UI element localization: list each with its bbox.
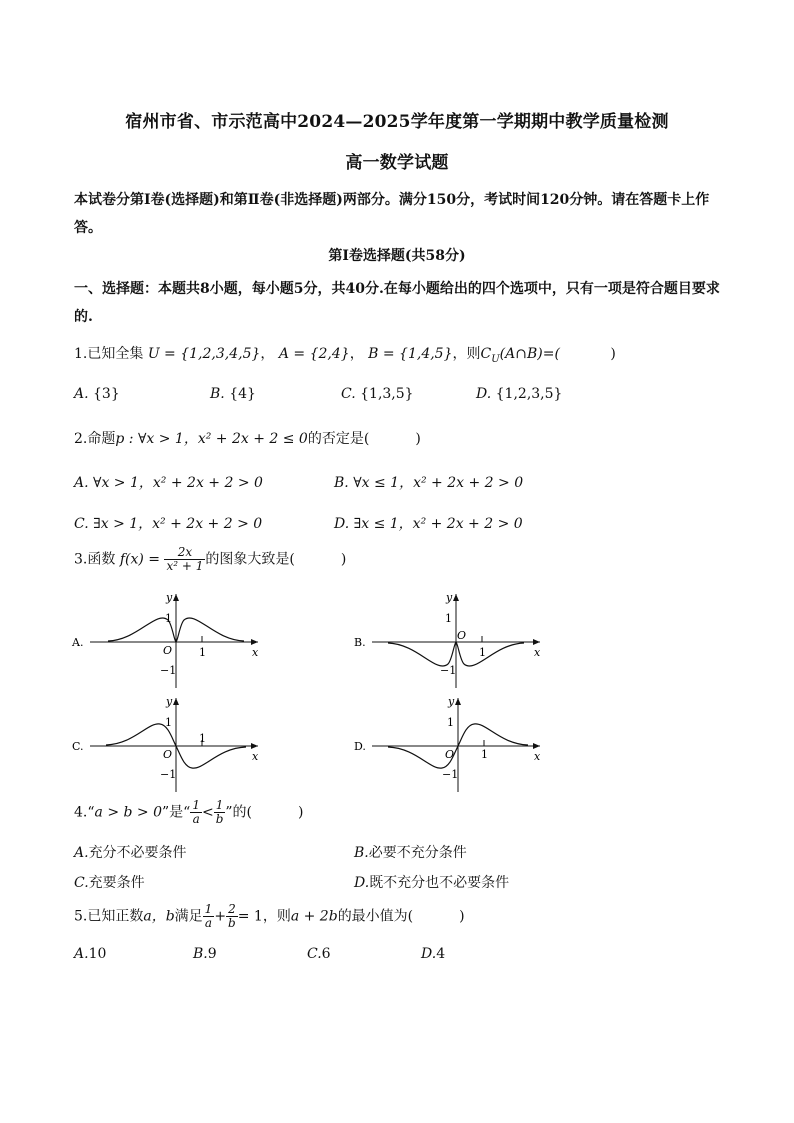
svg-text:O: O	[457, 629, 467, 642]
q1-option-b: B. {4}	[210, 386, 256, 402]
svg-text:y: y	[446, 591, 453, 604]
section-title: 第Ⅰ卷选择题(共58分)	[328, 248, 466, 264]
svg-text:O: O	[445, 748, 455, 761]
q1-complement: C	[480, 346, 492, 362]
q2-proposition: p : ∀x > 1，x² + 2x + 2 ≤ 0	[115, 431, 308, 447]
svg-text:1: 1	[165, 716, 172, 729]
q5-frac-1: $\frac{1}{a}$	[204, 902, 213, 930]
q5-frac-2: $\frac{2}{b}$	[228, 902, 236, 930]
q1-option-d: D. {1,2,3,5}	[476, 386, 563, 402]
q1-paren-close: )	[610, 346, 616, 362]
svg-text:x: x	[252, 646, 259, 659]
q1-expr: (A∩B)=(	[499, 346, 560, 362]
q2-option-b: B. ∀x ≤ 1，x² + 2x + 2 > 0	[334, 475, 524, 491]
svg-text:1: 1	[199, 732, 206, 745]
svg-text:y: y	[448, 695, 455, 708]
svg-text:1: 1	[447, 716, 454, 729]
svg-text:O: O	[163, 748, 173, 761]
q1-set-B: B = {1,4,5}	[368, 346, 453, 362]
svg-text:1: 1	[445, 612, 452, 625]
q4-option-b: B.必要不充分条件	[354, 845, 467, 861]
q5-option-d: D.4	[421, 946, 446, 962]
exam-title: 宿州市省、市示范高中2024—2025学年度第一学期期中教学质量检测	[125, 112, 669, 132]
q4-condition: a > b > 0	[94, 804, 162, 821]
q1-prefix: 1.已知全集	[74, 346, 144, 362]
q5-option-a: A.10	[74, 946, 107, 962]
q1-then: ，则	[452, 346, 481, 362]
svg-text:1: 1	[199, 646, 206, 659]
svg-text:−1: −1	[440, 664, 457, 677]
q5-option-b: B.9	[193, 946, 217, 962]
q5-target: a + 2b	[290, 908, 338, 925]
q5-option-c: C.6	[307, 946, 331, 962]
svg-text:x: x	[252, 750, 259, 763]
exam-intro: 本试卷分第Ⅰ卷(选择题)和第Ⅱ卷(非选择题)两部分。满分150分，考试时间120分钟。请在答题卡上作答。	[74, 192, 710, 236]
question-3-stem: 3.函数 f(x) = $\frac{2x}{\text{x² + 1}}$ 的图象大致是( )	[74, 545, 347, 573]
q1-option-c: C. {1,3,5}	[341, 386, 414, 402]
svg-text:x: x	[534, 646, 541, 659]
part1-instructions: 一、选择题：本题共8小题，每小题5分，共40分.在每小题给出的四个选项中，只有一项是符合题目要求的.	[74, 281, 720, 325]
question-2-stem: 2.命题p : ∀x > 1，x² + 2x + 2 ≤ 0的否定是( )	[74, 431, 421, 447]
svg-text:y: y	[166, 695, 173, 708]
svg-text:y: y	[166, 591, 173, 604]
svg-text:1: 1	[165, 612, 172, 625]
q2-option-c: C. ∃x > 1，x² + 2x + 2 > 0	[74, 516, 263, 532]
q4-option-a: A.充分不必要条件	[74, 845, 187, 861]
q3-graph-c	[68, 694, 268, 794]
q3-graph-a	[68, 590, 268, 690]
q1-set-U: U = {1,2,3,4,5}	[147, 346, 261, 362]
question-5-stem: 5.已知正数a，b满足 $\frac{1}{a}$ + $\frac{2}{b}$ = 1，则a + 2b的最小值为( )	[74, 902, 465, 930]
q1-complement-sub: U	[491, 353, 500, 365]
q2-option-d: D. ∃x ≤ 1，x² + 2x + 2 > 0	[334, 516, 523, 532]
q3-function: f(x) =	[119, 551, 160, 568]
graph-c-label: C.	[72, 740, 84, 753]
q1-option-a: A. {3}	[74, 386, 120, 402]
graph-b-label: B.	[354, 636, 366, 649]
svg-text:−1: −1	[160, 768, 177, 781]
q3-graph-b	[350, 590, 550, 690]
svg-text:x: x	[534, 750, 541, 763]
svg-text:1: 1	[479, 646, 486, 659]
question-1-stem: 1.已知全集 U = {1,2,3,4,5}， A = {2,4}， B = {1,4,5}，则$C_U(A\cap B)=$( )	[74, 346, 616, 365]
svg-text:O: O	[163, 644, 173, 657]
graph-d-label: D.	[354, 740, 366, 753]
q5-vars: a，b	[143, 908, 175, 925]
q4-option-d: D.既不充分也不必要条件	[354, 875, 510, 891]
q4-frac-b: $\frac{1}{b}$	[215, 798, 224, 826]
q2-prefix: 2.命题	[74, 431, 116, 447]
q4-frac-a: $\frac{1}{a}$	[192, 798, 200, 826]
q4-option-c: C.充要条件	[74, 875, 145, 891]
q3-graph-d	[350, 694, 550, 794]
svg-text:−1: −1	[160, 664, 177, 677]
q2-option-a: A. ∀x > 1，x² + 2x + 2 > 0	[74, 475, 263, 491]
graph-a-label: A.	[72, 636, 84, 649]
q2-suffix: 的否定是(	[307, 431, 370, 447]
question-4-stem: 4.“a > b > 0”是“ $\frac{1}{a}$ < $\frac{1}{b}$ ”的( )	[74, 798, 304, 826]
svg-text:−1: −1	[442, 768, 459, 781]
svg-text:1: 1	[481, 748, 488, 761]
exam-subtitle: 高一数学试题	[345, 153, 449, 173]
q3-fraction: $\frac{2x}{\text{x² + 1}}$	[166, 545, 204, 573]
q1-set-A: A = {2,4}	[278, 346, 350, 362]
